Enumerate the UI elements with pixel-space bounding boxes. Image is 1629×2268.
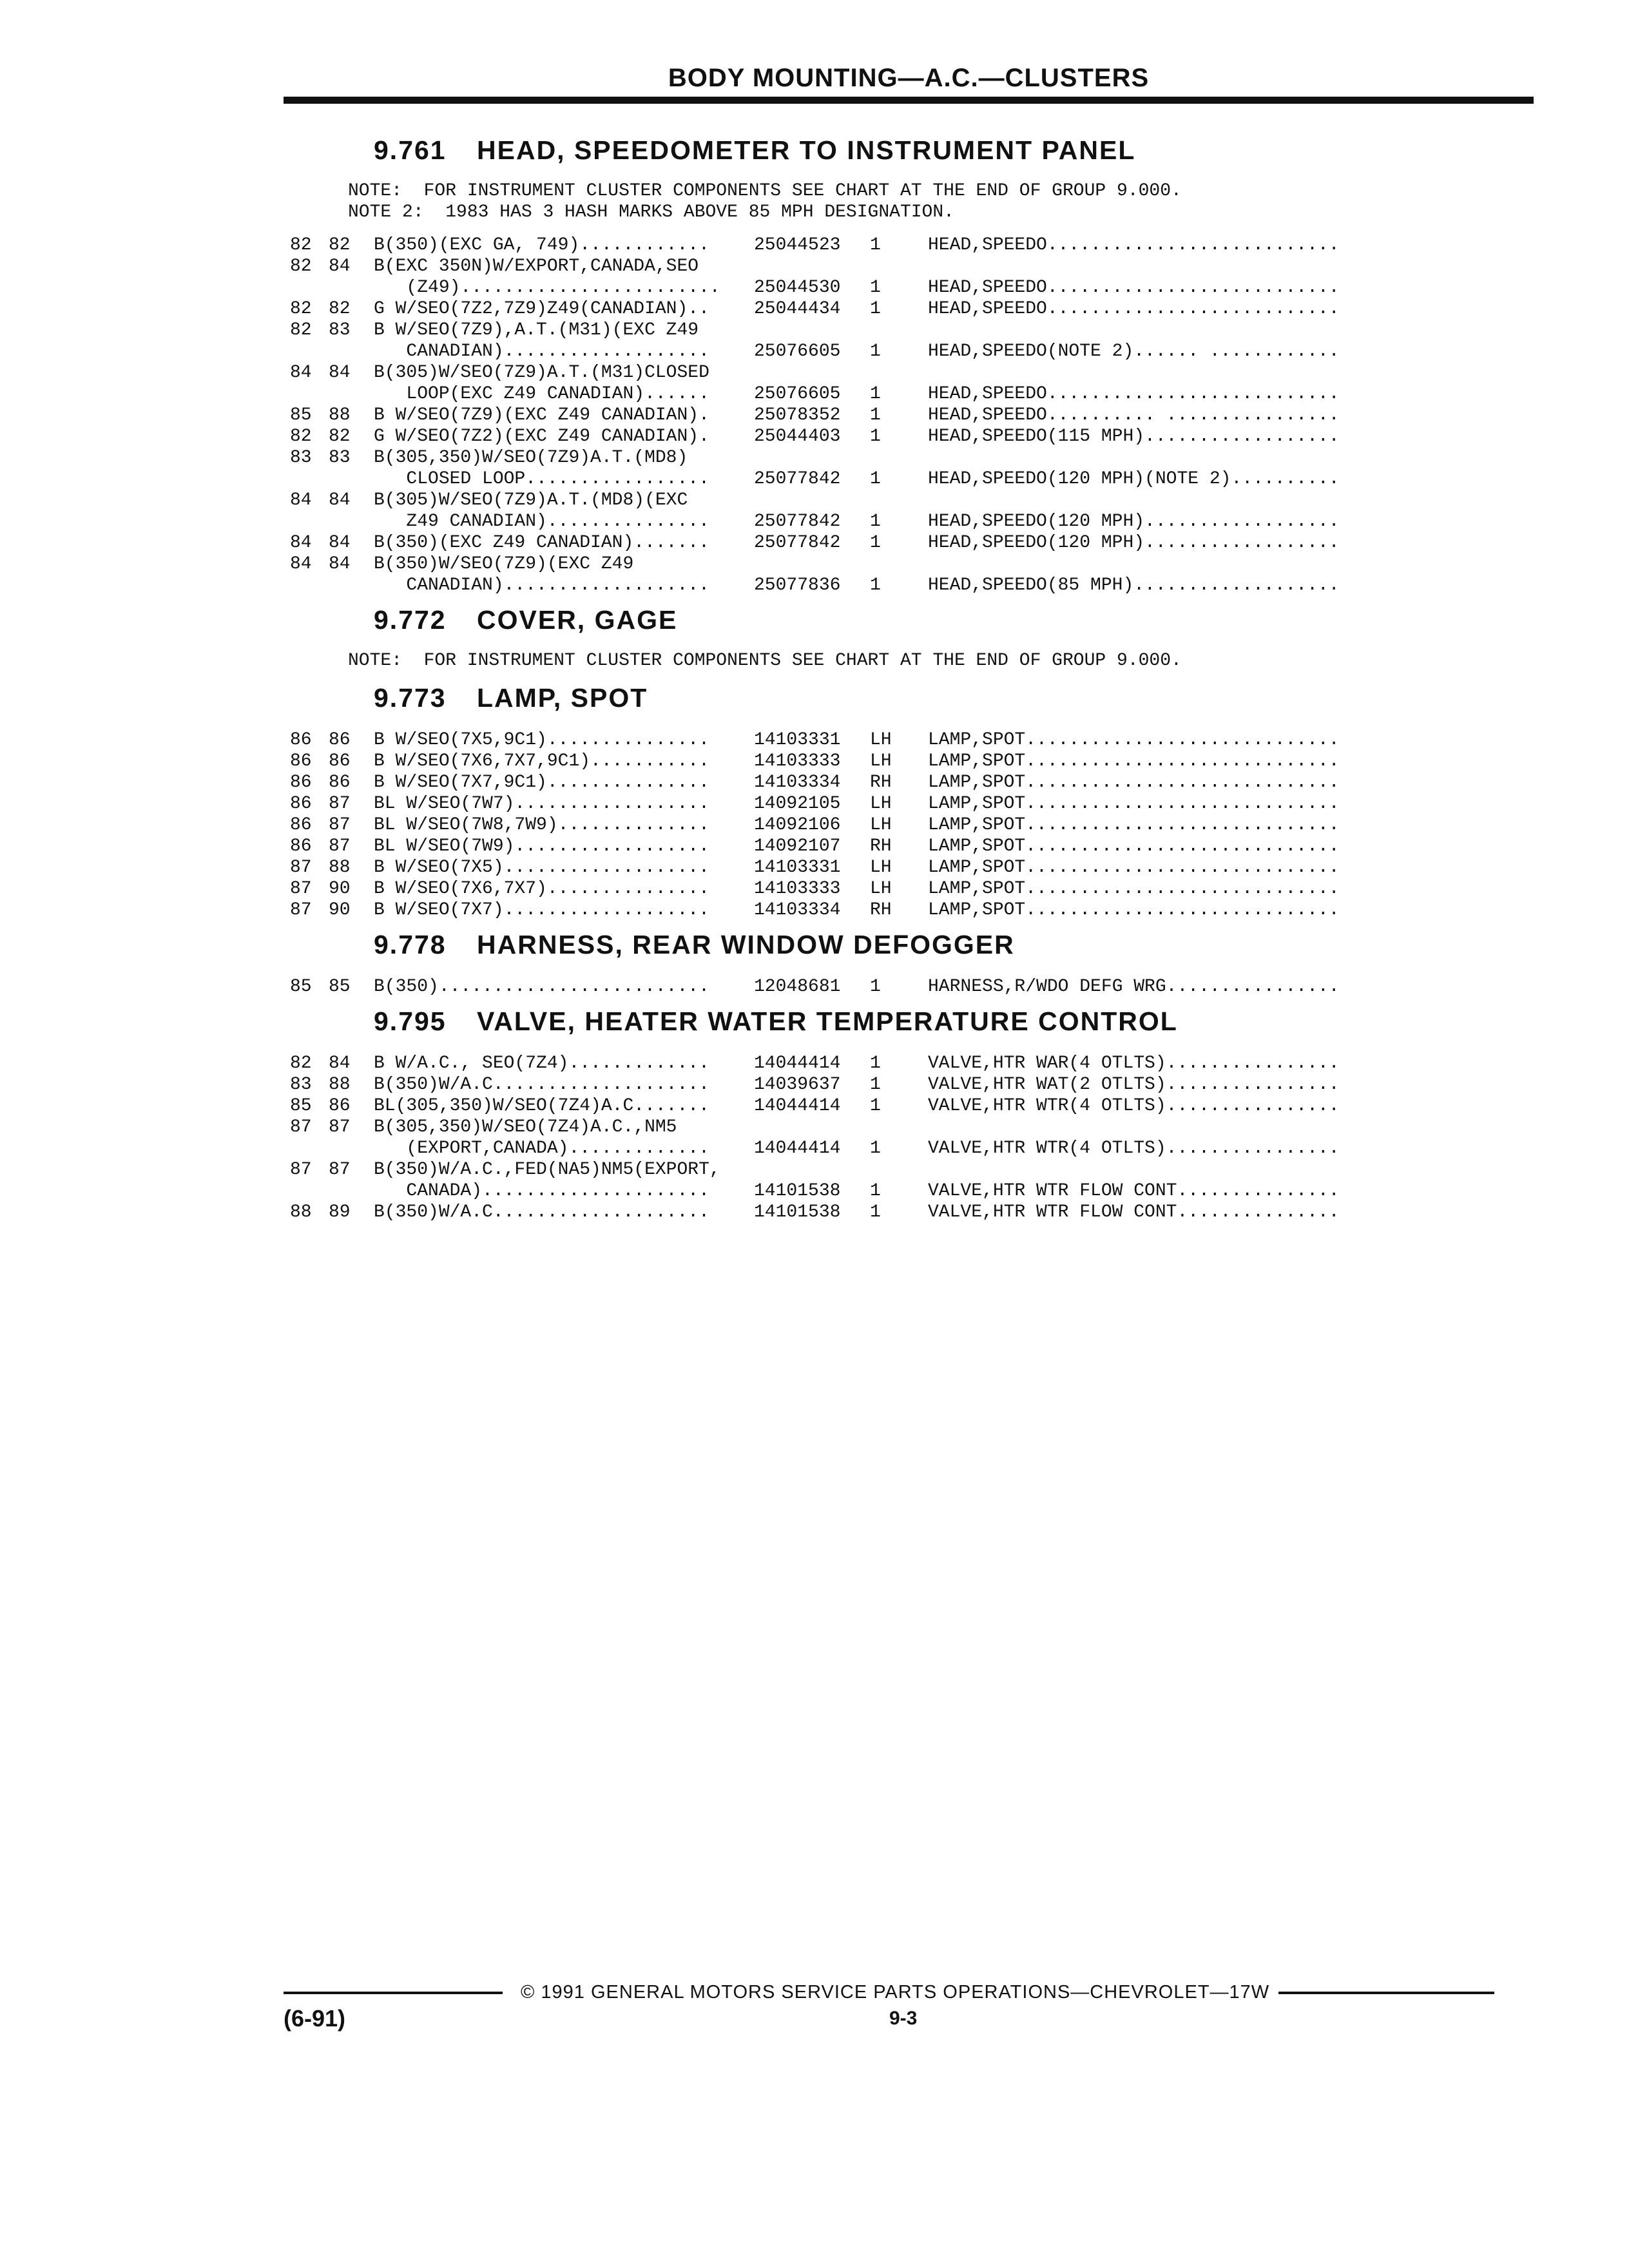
end-year: 86 (329, 1096, 351, 1116)
end-year: 82 (329, 427, 351, 447)
note-line: NOTE: FOR INSTRUMENT CLUSTER COMPONENTS SEE CHART AT THE END OF GROUP 9.000. (348, 651, 1182, 671)
page-number: 9-3 (889, 2008, 918, 2029)
part-name: HEAD,SPEEDO.......... ................ (928, 405, 1340, 425)
parts-row (290, 793, 1398, 814)
part-number: 25044523 (754, 235, 841, 255)
catalog-section (290, 683, 1398, 921)
usage-description: BL(305,350)W/SEO(7Z4)A.C....... (374, 1096, 709, 1116)
parts-row (290, 878, 1398, 899)
end-year: 85 (329, 977, 351, 997)
end-year: 86 (329, 751, 351, 771)
part-number (754, 1117, 870, 1138)
usage-description: B W/SEO(7X6,7X7,9C1)........... (374, 751, 709, 771)
end-year: 86 (329, 730, 351, 750)
part-number (754, 447, 870, 468)
end-year (329, 575, 374, 596)
usage-description: BL W/SEO(7W8,7W9).............. (374, 815, 709, 835)
section-heading (290, 930, 1398, 970)
part-number: 14044414 (754, 1053, 841, 1073)
parts-row (290, 575, 1398, 596)
usage-description: B W/SEO(7Z9)(EXC Z49 CANADIAN). (374, 405, 709, 425)
start-year: 87 (290, 879, 312, 899)
footer-copyright-line (284, 1982, 1534, 2003)
part-number: 25044434 (754, 299, 841, 319)
usage-description: B(305,350)W/SEO(7Z9)A.T.(MD8) (374, 448, 688, 468)
start-year (290, 277, 329, 298)
parts-row (290, 362, 1398, 383)
usage-description: B W/SEO(7Z9),A.T.(M31)(EXC Z49 (374, 320, 699, 340)
quantity: 1 (870, 1139, 881, 1158)
end-year: 88 (329, 858, 351, 878)
part-name: LAMP,SPOT............................. (928, 730, 1340, 750)
start-year: 85 (290, 977, 312, 997)
section-heading (290, 135, 1398, 175)
part-name: VALVE,HTR WAR(4 OTLTS)................ (928, 1053, 1340, 1073)
part-name: HEAD,SPEEDO(115 MPH).................. (928, 427, 1340, 447)
start-year: 87 (290, 1117, 312, 1137)
part-name: LAMP,SPOT............................. (928, 858, 1340, 878)
parts-row (290, 1053, 1398, 1074)
part-number: 14044414 (754, 1139, 841, 1158)
section-notes (290, 180, 1398, 223)
quantity: 1 (870, 1181, 881, 1201)
usage-description: BL W/SEO(7W7).................. (374, 794, 709, 814)
quantity: 1 (870, 1202, 881, 1222)
part-name: LAMP,SPOT............................. (928, 773, 1340, 793)
start-year: 84 (290, 533, 312, 553)
start-year: 87 (290, 1160, 312, 1180)
start-year (290, 468, 329, 490)
parts-row (290, 751, 1398, 772)
parts-row (290, 277, 1398, 298)
part-number: 14103334 (754, 900, 841, 920)
usage-description: CANADIAN)................... (374, 575, 709, 595)
part-number: 14092107 (754, 836, 841, 856)
section-number: 9.773 (374, 683, 447, 713)
part-name: HEAD,SPEEDO........................... (928, 235, 1340, 255)
part-name: LAMP,SPOT............................. (928, 751, 1340, 771)
quantity: LH (870, 858, 892, 878)
part-name (928, 1117, 1392, 1138)
end-year: 83 (329, 448, 351, 468)
quantity: 1 (870, 384, 881, 404)
header-rule (284, 97, 1534, 104)
usage-description: B W/SEO(7X7)................... (374, 900, 709, 920)
parts-row (290, 405, 1398, 426)
usage-description: CLOSED LOOP................. (374, 469, 709, 489)
part-number: 25076605 (754, 341, 841, 361)
parts-catalog-content (290, 126, 1398, 1227)
end-year (329, 1138, 374, 1159)
catalog-section (290, 135, 1398, 596)
quantity (870, 490, 928, 511)
parts-row (290, 320, 1398, 341)
part-number: 25077842 (754, 512, 841, 532)
start-year: 82 (290, 427, 312, 447)
usage-description: B(305)W/SEO(7Z9)A.T.(MD8)(EXC (374, 490, 688, 510)
quantity: LH (870, 815, 892, 835)
quantity: LH (870, 730, 892, 750)
catalog-section (290, 605, 1398, 671)
part-number: 14039637 (754, 1075, 841, 1095)
quantity (870, 447, 928, 468)
part-name (928, 1159, 1392, 1180)
start-year: 82 (290, 299, 312, 319)
end-year (329, 1180, 374, 1202)
quantity: LH (870, 751, 892, 771)
revision-code: (6-91) (284, 2005, 346, 2032)
section-title: COVER, GAGE (477, 605, 678, 635)
page-footer (284, 1982, 1534, 2032)
usage-description: B(350)W/A.C.................... (374, 1202, 709, 1222)
quantity (870, 553, 928, 575)
part-name: HARNESS,R/WDO DEFG WRG................ (928, 977, 1340, 997)
usage-description: B(350)......................... (374, 977, 709, 997)
section-title: LAMP, SPOT (477, 683, 648, 713)
parts-row (290, 857, 1398, 878)
parts-row (290, 1180, 1398, 1202)
part-number: 25077842 (754, 469, 841, 489)
parts-row (290, 426, 1398, 447)
quantity (870, 320, 928, 341)
parts-row (290, 1159, 1398, 1180)
part-name: HEAD,SPEEDO(120 MPH)(NOTE 2).......... (928, 469, 1340, 489)
parts-row (290, 490, 1398, 511)
end-year: 87 (329, 1160, 351, 1180)
quantity: LH (870, 879, 892, 899)
end-year (329, 511, 374, 532)
part-name: LAMP,SPOT............................. (928, 879, 1340, 899)
part-number (754, 362, 870, 383)
parts-row (290, 298, 1398, 320)
part-name (928, 362, 1392, 383)
usage-description: B(305)W/SEO(7Z9)A.T.(M31)CLOSED (374, 363, 709, 383)
end-year: 84 (329, 1053, 351, 1073)
section-heading (290, 1006, 1398, 1046)
quantity: 1 (870, 341, 881, 361)
quantity: 1 (870, 512, 881, 532)
page-header (284, 62, 1534, 104)
end-year: 90 (329, 879, 351, 899)
part-number: 14103333 (754, 879, 841, 899)
section-title: HEAD, SPEEDOMETER TO INSTRUMENT PANEL (477, 135, 1136, 165)
footer-copyright: © 1991 GENERAL MOTORS SERVICE PARTS OPERATIONS—CHEVROLET—17W (521, 1982, 1270, 2003)
end-year: 90 (329, 900, 351, 920)
section-number: 9.761 (374, 135, 447, 165)
start-year: 88 (290, 1202, 312, 1222)
parts-row (290, 729, 1398, 751)
start-year: 84 (290, 490, 312, 510)
end-year: 82 (329, 299, 351, 319)
end-year: 87 (329, 794, 351, 814)
usage-description: B W/SEO(7X5)................... (374, 858, 709, 878)
start-year: 82 (290, 256, 312, 276)
quantity (870, 1117, 928, 1138)
note-line: NOTE 2: 1983 HAS 3 HASH MARKS ABOVE 85 MPH DESIGNATION. (348, 202, 954, 222)
footer-rule-right (1278, 1992, 1494, 1994)
part-number: 14101538 (754, 1181, 841, 1201)
parts-row (290, 1095, 1398, 1117)
parts-row (290, 235, 1398, 256)
part-name (928, 490, 1392, 511)
usage-description: B(350)(EXC GA, 749)............ (374, 235, 709, 255)
part-number: 14103331 (754, 858, 841, 878)
part-name: LAMP,SPOT............................. (928, 794, 1340, 814)
part-name: HEAD,SPEEDO........................... (928, 299, 1340, 319)
end-year: 84 (329, 363, 351, 383)
end-year: 84 (329, 490, 351, 510)
part-name (928, 553, 1392, 575)
end-year: 88 (329, 1075, 351, 1095)
catalog-section (290, 930, 1398, 997)
part-number: 25077836 (754, 575, 841, 595)
usage-description: B(305,350)W/SEO(7Z4)A.C.,NM5 (374, 1117, 677, 1137)
part-number (754, 256, 870, 277)
part-name: LAMP,SPOT............................. (928, 836, 1340, 856)
parts-table (290, 235, 1398, 596)
parts-row (290, 468, 1398, 490)
parts-table (290, 729, 1398, 921)
usage-description: (EXPORT,CANADA)............. (374, 1139, 709, 1158)
quantity: 1 (870, 469, 881, 489)
part-name: LAMP,SPOT............................. (928, 815, 1340, 835)
part-number: 25044403 (754, 427, 841, 447)
usage-description: B(350)W/A.C.................... (374, 1075, 709, 1095)
usage-description: B W/A.C., SEO(7Z4)............. (374, 1053, 709, 1073)
parts-row (290, 553, 1398, 575)
usage-description: LOOP(EXC Z49 CANADIAN)...... (374, 384, 709, 404)
section-notes (290, 650, 1398, 671)
usage-description: B(350)(EXC Z49 CANADIAN)....... (374, 533, 709, 553)
usage-description: G W/SEO(7Z2,7Z9)Z49(CANADIAN).. (374, 299, 709, 319)
quantity: 1 (870, 1075, 881, 1095)
section-title: HARNESS, REAR WINDOW DEFOGGER (477, 930, 1015, 959)
end-year (329, 468, 374, 490)
usage-description: (Z49)........................ (374, 278, 720, 298)
page-title: BODY MOUNTING—A.C.—CLUSTERS (668, 64, 1150, 92)
part-number (754, 490, 870, 511)
quantity: 1 (870, 977, 881, 997)
start-year: 84 (290, 363, 312, 383)
end-year (329, 277, 374, 298)
part-number: 25044530 (754, 278, 841, 298)
part-number: 12048681 (754, 977, 841, 997)
end-year: 88 (329, 405, 351, 425)
end-year: 87 (329, 815, 351, 835)
start-year: 87 (290, 900, 312, 920)
parts-row (290, 814, 1398, 836)
parts-row (290, 772, 1398, 793)
start-year: 86 (290, 773, 312, 793)
part-name: LAMP,SPOT............................. (928, 900, 1340, 920)
parts-table (290, 976, 1398, 997)
parts-row (290, 511, 1398, 532)
quantity: RH (870, 900, 892, 920)
start-year: 86 (290, 836, 312, 856)
part-name: VALVE,HTR WTR FLOW CONT............... (928, 1181, 1340, 1201)
catalog-section (290, 1006, 1398, 1223)
quantity: RH (870, 836, 892, 856)
usage-description: B(350)W/A.C.,FED(NA5)NM5(EXPORT, (374, 1160, 720, 1180)
parts-row (290, 447, 1398, 468)
usage-description: B W/SEO(7X5,9C1)............... (374, 730, 709, 750)
section-number: 9.795 (374, 1006, 447, 1036)
start-year: 82 (290, 235, 312, 255)
end-year (329, 383, 374, 405)
part-number: 14101538 (754, 1202, 841, 1222)
start-year (290, 1138, 329, 1159)
end-year: 84 (329, 533, 351, 553)
part-name: VALVE,HTR WTR(4 OTLTS)................ (928, 1139, 1340, 1158)
start-year: 86 (290, 751, 312, 771)
part-name: HEAD,SPEEDO........................... (928, 384, 1340, 404)
end-year: 87 (329, 836, 351, 856)
parts-row (290, 383, 1398, 405)
note-line: NOTE: FOR INSTRUMENT CLUSTER COMPONENTS SEE CHART AT THE END OF GROUP 9.000. (348, 181, 1182, 201)
parts-row (290, 1138, 1398, 1159)
end-year: 84 (329, 554, 351, 574)
end-year: 87 (329, 1117, 351, 1137)
part-name (928, 320, 1392, 341)
quantity: 1 (870, 533, 881, 553)
part-name: HEAD,SPEEDO(120 MPH).................. (928, 533, 1340, 553)
start-year (290, 575, 329, 596)
quantity: 1 (870, 1053, 881, 1073)
parts-row (290, 1074, 1398, 1095)
usage-description: B W/SEO(7X6,7X7)............... (374, 879, 709, 899)
usage-description: CANADIAN)................... (374, 341, 709, 361)
part-name: VALVE,HTR WTR FLOW CONT............... (928, 1202, 1340, 1222)
parts-row (290, 1202, 1398, 1223)
start-year: 83 (290, 1075, 312, 1095)
end-year (329, 341, 374, 362)
section-heading (290, 605, 1398, 645)
quantity (870, 256, 928, 277)
part-number (754, 1159, 870, 1180)
quantity: 1 (870, 1096, 881, 1116)
section-heading (290, 683, 1398, 723)
usage-description: CANADA)..................... (374, 1181, 709, 1201)
part-name: HEAD,SPEEDO........................... (928, 278, 1340, 298)
usage-description: BL W/SEO(7W9).................. (374, 836, 709, 856)
start-year (290, 511, 329, 532)
end-year: 83 (329, 320, 351, 340)
part-number: 14103334 (754, 773, 841, 793)
quantity: 1 (870, 405, 881, 425)
start-year: 85 (290, 405, 312, 425)
start-year: 87 (290, 858, 312, 878)
quantity: 1 (870, 299, 881, 319)
parts-row (290, 899, 1398, 921)
parts-row (290, 341, 1398, 362)
start-year (290, 341, 329, 362)
start-year: 85 (290, 1096, 312, 1116)
section-number: 9.778 (374, 930, 447, 959)
end-year: 86 (329, 773, 351, 793)
quantity: 1 (870, 278, 881, 298)
parts-row (290, 976, 1398, 997)
end-year: 89 (329, 1202, 351, 1222)
start-year: 86 (290, 815, 312, 835)
start-year: 86 (290, 794, 312, 814)
start-year: 82 (290, 1053, 312, 1073)
part-number: 14044414 (754, 1096, 841, 1116)
quantity: RH (870, 773, 892, 793)
usage-description: Z49 CANADIAN)............... (374, 512, 709, 532)
start-year: 84 (290, 554, 312, 574)
start-year: 86 (290, 730, 312, 750)
usage-description: B W/SEO(7X7,9C1)............... (374, 773, 709, 793)
start-year (290, 383, 329, 405)
section-title: VALVE, HEATER WATER TEMPERATURE CONTROL (477, 1006, 1178, 1036)
parts-row (290, 256, 1398, 277)
part-name: VALVE,HTR WTR(4 OTLTS)................ (928, 1096, 1340, 1116)
start-year (290, 1180, 329, 1202)
quantity: 1 (870, 235, 881, 255)
start-year: 83 (290, 448, 312, 468)
part-number: 25076605 (754, 384, 841, 404)
part-name (928, 256, 1392, 277)
part-number: 25078352 (754, 405, 841, 425)
part-number: 14092105 (754, 794, 841, 814)
end-year: 82 (329, 235, 351, 255)
end-year: 84 (329, 256, 351, 276)
parts-row (290, 1117, 1398, 1138)
usage-description: B(350)W/SEO(7Z9)(EXC Z49 (374, 554, 634, 574)
parts-row (290, 836, 1398, 857)
part-number (754, 320, 870, 341)
part-number: 14092106 (754, 815, 841, 835)
quantity: LH (870, 794, 892, 814)
part-name: HEAD,SPEEDO(NOTE 2)...... ............ (928, 341, 1340, 361)
quantity: 1 (870, 427, 881, 447)
start-year: 82 (290, 320, 312, 340)
usage-description: G W/SEO(7Z2)(EXC Z49 CANADIAN). (374, 427, 709, 447)
quantity (870, 362, 928, 383)
part-number (754, 553, 870, 575)
part-name: VALVE,HTR WAT(2 OTLTS)................ (928, 1075, 1340, 1095)
part-name (928, 447, 1392, 468)
quantity: 1 (870, 575, 881, 595)
part-number: 25077842 (754, 533, 841, 553)
part-number: 14103333 (754, 751, 841, 771)
part-number: 14103331 (754, 730, 841, 750)
parts-table (290, 1053, 1398, 1223)
parts-row (290, 532, 1398, 553)
part-name: HEAD,SPEEDO(120 MPH).................. (928, 512, 1340, 532)
usage-description: B(EXC 350N)W/EXPORT,CANADA,SEO (374, 256, 699, 276)
footer-rule-left (284, 1992, 503, 1994)
section-number: 9.772 (374, 605, 447, 635)
part-name: HEAD,SPEEDO(85 MPH)................... (928, 575, 1340, 595)
quantity (870, 1159, 928, 1180)
